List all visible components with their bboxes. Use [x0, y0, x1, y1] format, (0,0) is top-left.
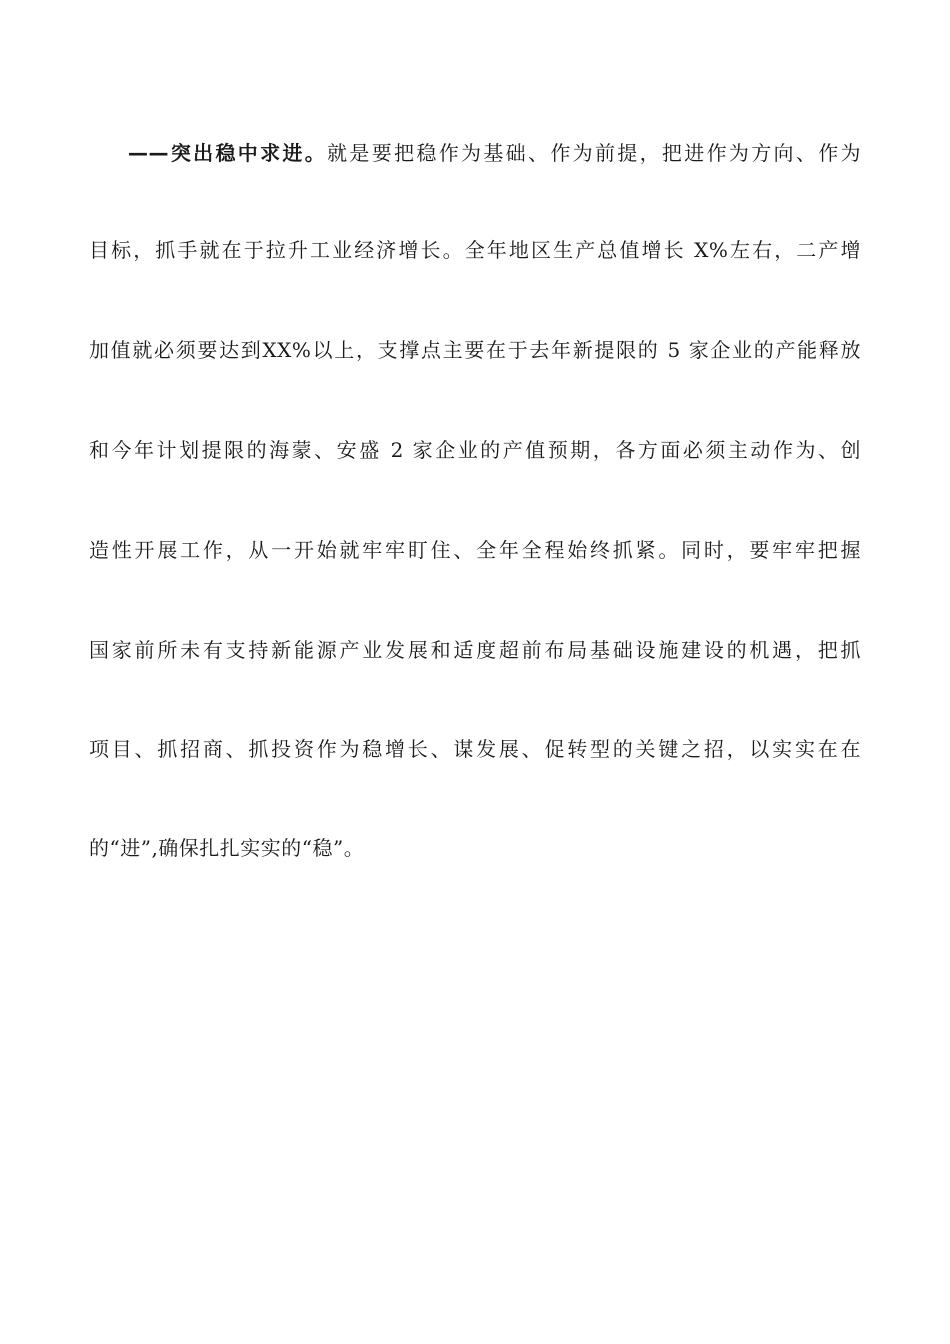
paragraph-line-1-text: 就是要把稳作为基础、作为前提，把进作为方向、作为	[327, 141, 862, 165]
paragraph-heading: ——突出稳中求进。	[128, 141, 328, 165]
paragraph-line-3: 加值就必须要达到XX%以上，支撑点主要在于去年新提限的 5 家企业的产能释放	[89, 338, 861, 362]
paragraph-line-5: 造性开展工作，从一开始就牢牢盯住、全年全程始终抓紧。同时，要牢牢把握	[89, 538, 861, 562]
paragraph-line-6: 国家前所未有支持新能源产业发展和适度超前布局基础设施建设的机遇，把抓	[89, 638, 861, 662]
paragraph-line-8: 的“进”,确保扎扎实实的“稳”。	[89, 836, 365, 860]
paragraph-line-1	[128, 137, 861, 169]
paragraph-line-7: 项目、抓招商、抓投资作为稳增长、谋发展、促转型的关键之招，以实实在在	[89, 737, 861, 761]
paragraph-line-2: 目标，抓手就在于拉升工业经济增长。全年地区生产总值增长 X%左右，二产增	[89, 238, 861, 262]
paragraph-line-4: 和今年计划提限的海蒙、安盛 2 家企业的产值预期，各方面必须主动作为、创	[89, 438, 861, 462]
